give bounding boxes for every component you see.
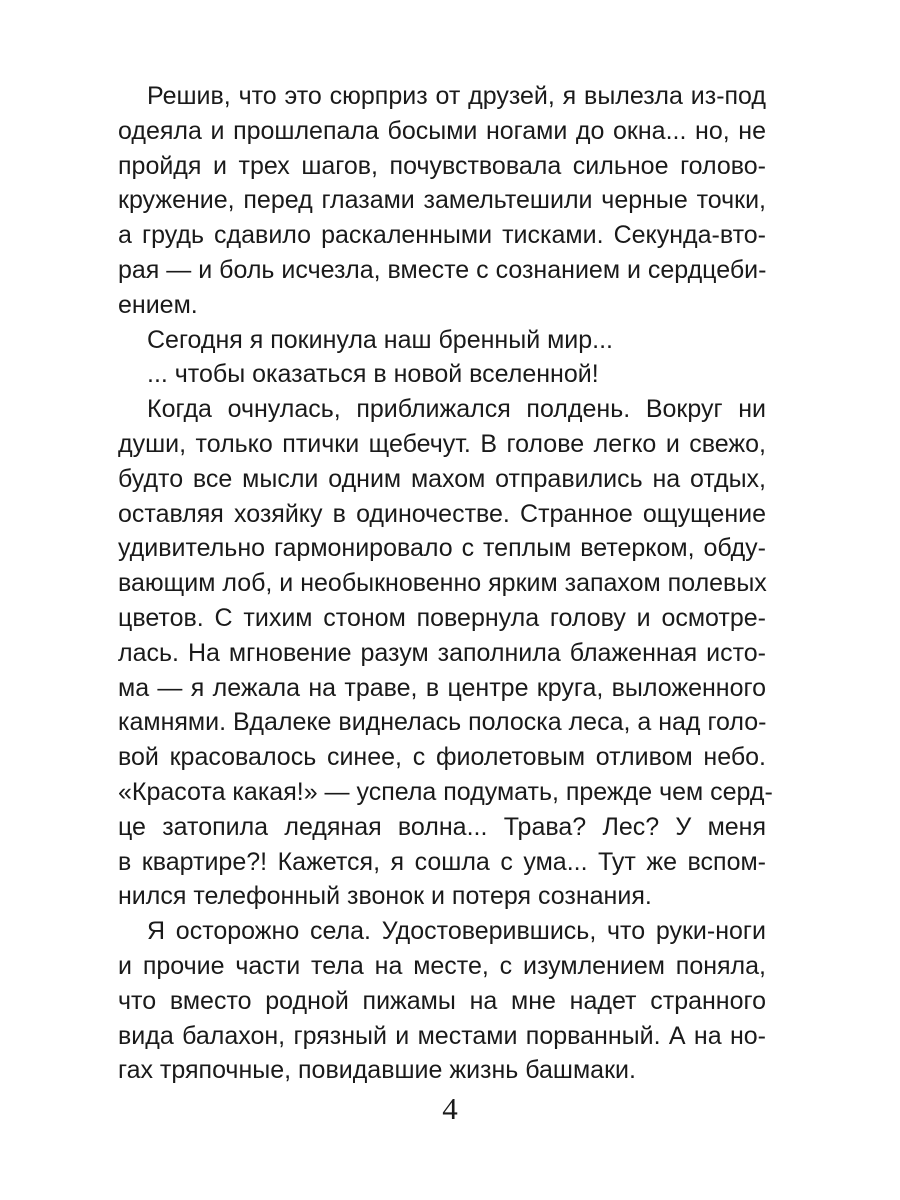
text-line: что вместо родной пижамы на мне надет странного [118,986,766,1015]
text-line: в квартире?! Кажется, я сошла с ума... Тут же вспом- [118,847,766,876]
text-line: Решив, что это сюрприз от друзей, я вылезла из-под [147,82,766,110]
text-line: одеяла и прошлепала босыми ногами до окна... но, не [118,116,766,145]
text-line: вающим лоб, и необыкновенно ярким запахом полевых [118,569,767,598]
body-text [118,79,773,1088]
text-line: пройдя и трех шагов, почувствовала сильное голово- [118,151,766,180]
text-line: Когда очнулась, приближался полдень. Вокруг ни [147,395,766,424]
text-line: кружение, перед глазами замельтешили черные точки, [118,186,766,215]
text-line: оставляя хозяйку в одиночестве. Странное ощущение [118,499,766,528]
text-line: гах тряпочные, повидавшие жизнь башмаки. [118,1056,636,1085]
text-line: ением. [118,290,198,319]
text-line: рая — и боль исчезла, вместе с сознанием и сердцеби- [118,255,767,284]
text-line: Я осторожно села. Удостоверившись, что руки-ноги [147,917,766,946]
text-line: ... чтобы оказаться в новой вселенной! [147,360,599,389]
text-line: души, только птички щебечут. В голове легко и свежо, [118,429,766,458]
text-line: Сегодня я покинула наш бренный мир... [147,325,614,354]
text-line: вой красовалось синее, с фиолетовым отливом небо. [118,743,766,772]
text-line: цветов. С тихим стоном повернула голову и осмотре- [118,603,766,632]
page-number: 4 [442,1091,458,1126]
text-line: и прочие части тела на месте, с изумлением поняла, [118,951,766,980]
text-line: ма — я лежала на траве, в центре круга, выложенного [118,673,766,702]
text-line: камнями. Вдалеке виднелась полоска леса, а над голо- [118,708,767,737]
text-line: нился телефонный звонок и потеря сознания. [118,882,652,911]
text-line: це затопила ледяная волна... Трава? Лес? У меня [118,812,766,841]
text-line: вида балахон, грязный и местами порванный. А на но- [118,1021,766,1050]
text-line: а грудь сдавило раскаленными тисками. Секунда-вто- [118,221,766,250]
text-line: лась. На мгновение разум заполнила блаженная исто- [118,638,766,667]
text-line: будто все мысли одним махом отправились на отдых, [118,464,766,493]
text-line: «Красота какая!» — успела подумать, прежде чем серд- [118,777,773,806]
text-line: удивительно гармонировало с теплым ветерком, обду- [118,534,766,563]
